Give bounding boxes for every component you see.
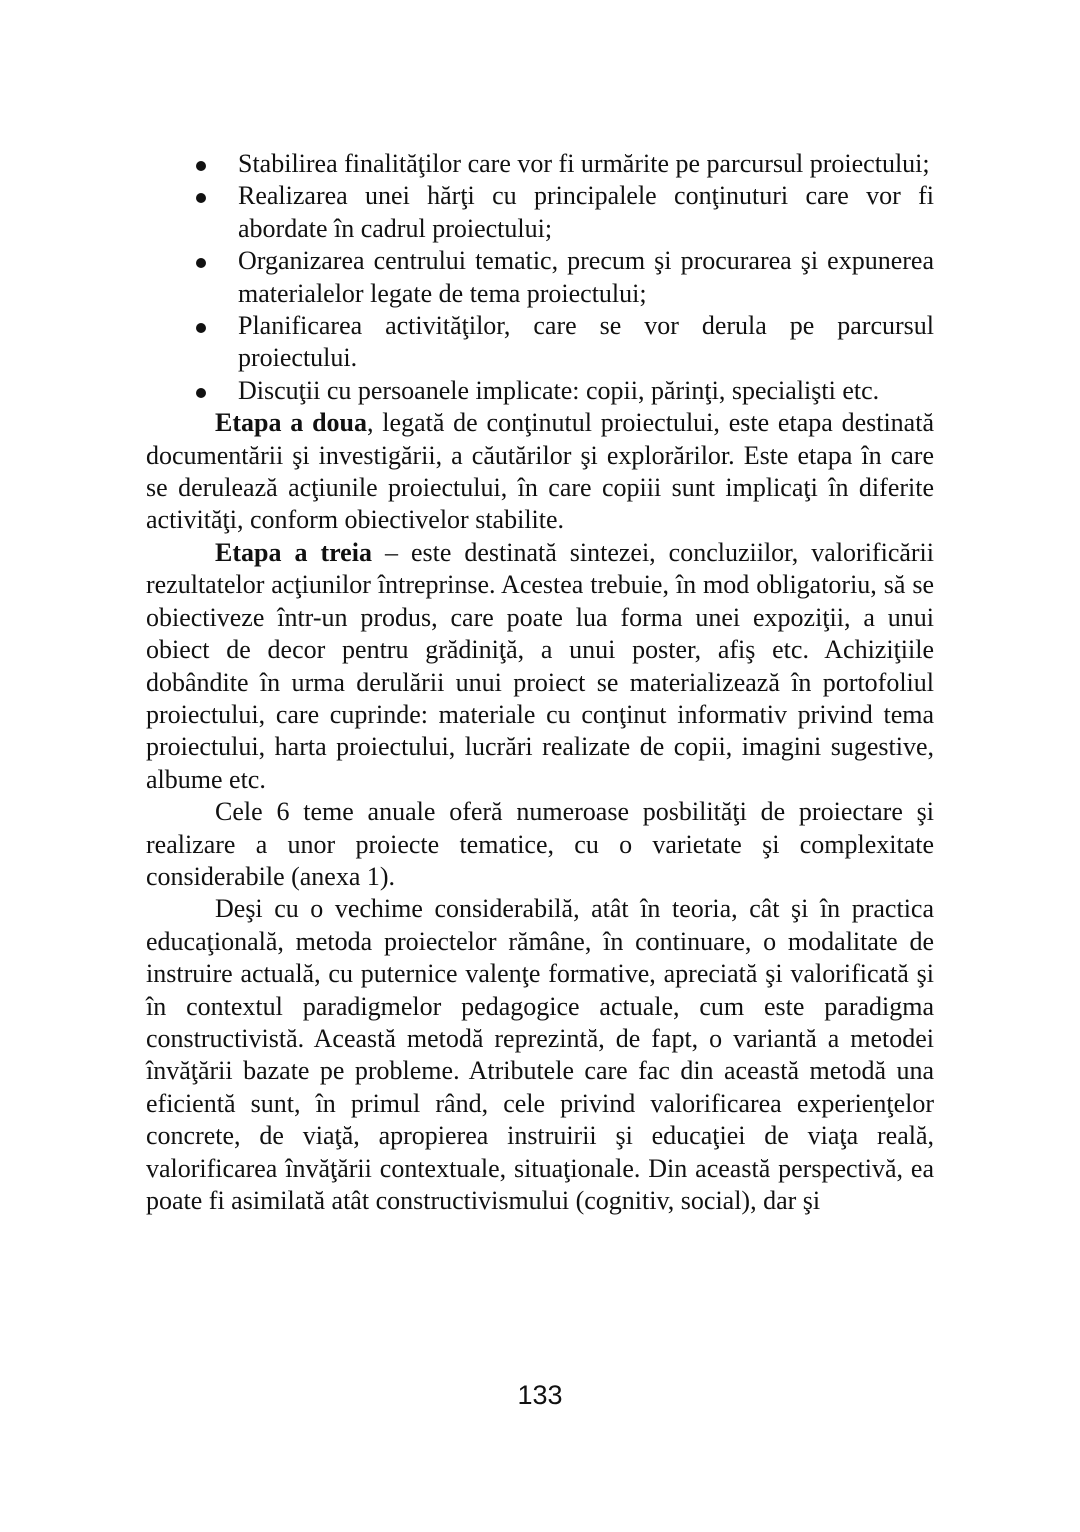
list-item — [146, 180, 934, 245]
list-item — [146, 375, 934, 407]
page-body — [146, 148, 934, 1217]
bullet-icon — [196, 388, 206, 398]
list-item-text: Organizarea centrului tematic, precum şi procurarea şi expunerea materialelor legate de tema proiectului; — [238, 246, 934, 308]
bullet-icon — [196, 193, 206, 203]
paragraph-stage-three — [146, 537, 934, 796]
list-item — [146, 245, 934, 310]
page-number: 133 — [517, 1380, 563, 1410]
list-item — [146, 148, 934, 180]
list-item-text: Realizarea unei hărţi cu principalele conţinuturi care vor fi abordate în cadrul proiectului; — [238, 181, 934, 243]
list-item-text: Stabilirea finalităţilor care vor fi urmărite pe parcursul proiectului; — [238, 149, 930, 178]
bullet-list — [146, 148, 934, 407]
stage-two-heading: Etapa a doua — [215, 408, 367, 438]
stage-two-text: , legată de conţinutul proiectului, este etapa destinată documentării şi investigării, a căutărilor şi explorărilor. Este etapa în care se derulează acţiunile proiectului, în care copiii sunt implicaţi în diferite activităţi, conform obiectivelor stabilite. — [146, 408, 934, 535]
stage-three-heading: Etapa a treia — [215, 537, 372, 567]
paragraph-annual-themes: Cele 6 teme anuale oferă numeroase posbilităţi de proiectare şi realizare a unor proiecte tematice, cu o varietate şi complexitate considerabile (anexa 1). — [146, 797, 934, 891]
paragraph-project-method: Deşi cu o vechime considerabilă, atât în teoria, cât şi în practica educaţională, metoda proiectelor rămâne, în continuare, o modalitate de instruire actuală, cu puternice valenţe formative, apreciată şi valorificată şi în contextul paradigmelor pedagogice actuale, cum este paradigma constructivistă. Această metodă reprezintă, de fapt, o variantă a metodei învăţării bazate pe probleme. Atributele care fac din această metodă una eficientă sunt, în primul rând, cele privind valorificarea experienţelor concrete, de viaţă, apropierea instruirii şi educaţiei de viaţa reală, valorificarea învăţării contextuale, situaţionale. Din această perspectivă, ea poate fi asimilată atât constructivismului (cognitiv, social), dar şi — [146, 894, 934, 1215]
list-item — [146, 310, 934, 375]
list-item-text: Planificarea activităţilor, care se vor derula pe parcursul proiectului. — [238, 311, 934, 373]
paragraph-stage-two — [146, 407, 934, 537]
bullet-icon — [196, 258, 206, 268]
stage-three-text: – este destinată sintezei, concluziilor, valorificării rezultatelor acţiunilor întreprinse. Acestea trebuie, în mod obligatoriu, să se obiectiveze într-un produs, care poate lua forma unei expoziţii, a unui obiect de decor pentru grădiniţă, a unui poster, afiş etc. Achiziţiile dobândite în urma derulării unui proiect se materializează în portofoliul proiectului, care cuprinde: materiale cu conţinut informativ privind tema proiectului, harta proiectului, lucrări realizate de copii, imagini sugestive, albume etc. — [146, 537, 935, 794]
bullet-icon — [196, 161, 206, 171]
bullet-icon — [196, 323, 206, 333]
list-item-text: Discuţii cu persoanele implicate: copii, părinţi, specialişti etc. — [238, 375, 880, 405]
